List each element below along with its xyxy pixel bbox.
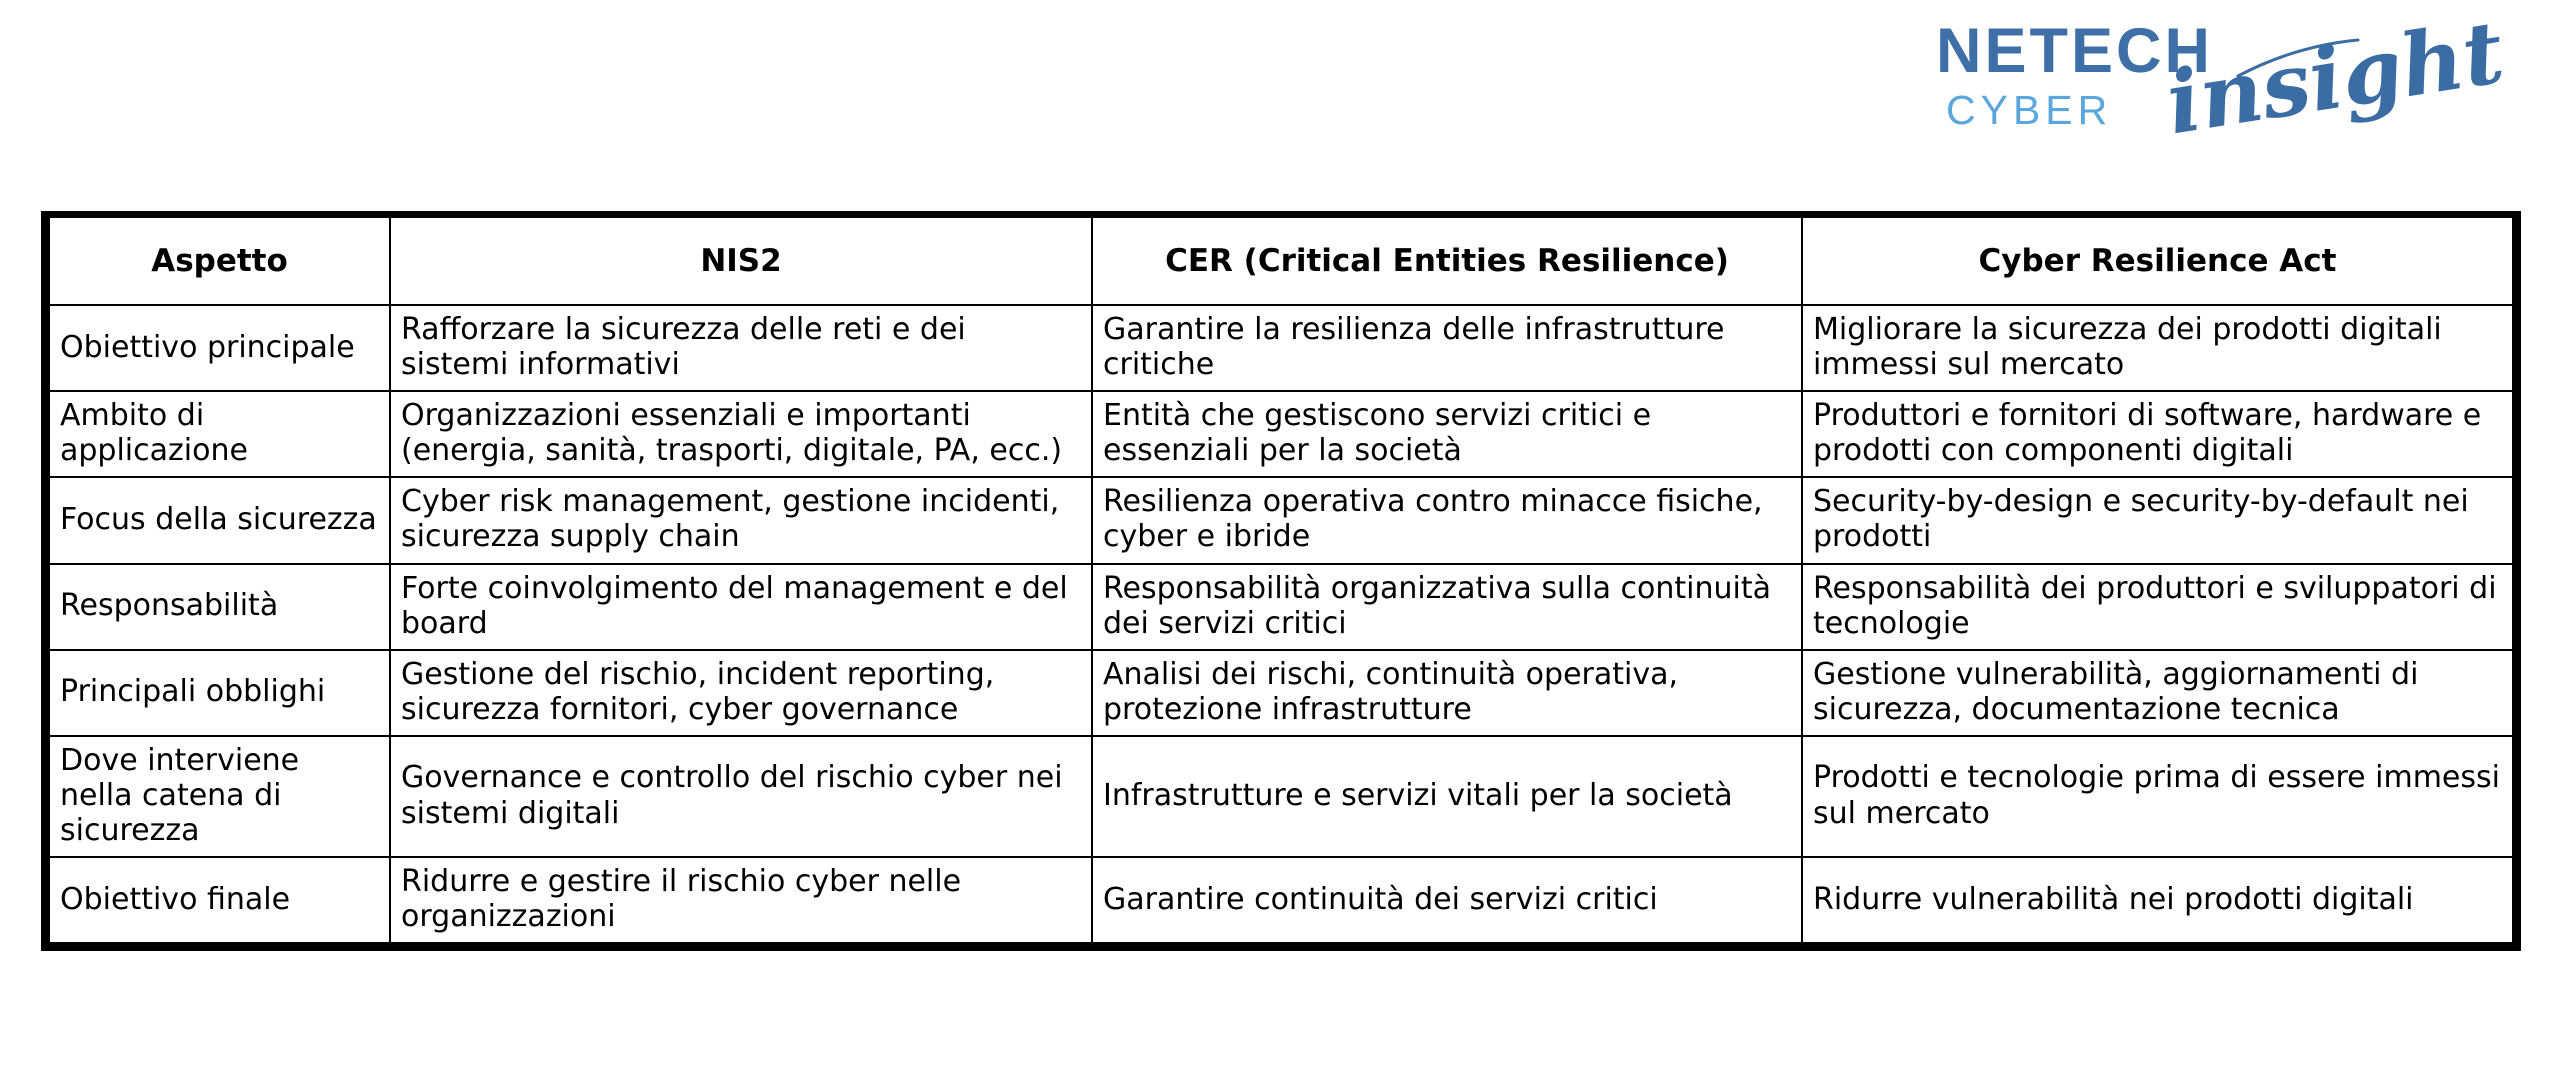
cell-cra: Security-by-design e security-by-default nei prodotti (1802, 477, 2514, 563)
logo-cyber-wordmark: CYBER (1946, 87, 2113, 133)
table-body (48, 305, 2514, 944)
comparison-table-container (46, 216, 2512, 946)
cell-nis2: Forte coinvolgimento del management e del board (390, 564, 1092, 650)
cell-cer: Infrastrutture e servizi vitali per la società (1092, 736, 1802, 857)
cell-cra: Prodotti e tecnologie prima di essere immessi sul mercato (1802, 736, 2514, 857)
table-row (48, 650, 2514, 736)
cell-cer: Entità che gestiscono servizi critici e essenziali per la società (1092, 391, 1802, 477)
netech-cyber-insight-logo (1936, 1, 2511, 164)
column-header-aspetto: Aspetto (48, 217, 390, 305)
regulations-comparison-table (46, 216, 2516, 946)
cell-nis2: Governance e controllo del rischio cyber nei sistemi digitali (390, 736, 1092, 857)
table-row (48, 391, 2514, 477)
cell-cra: Gestione vulnerabilità, aggiornamenti di sicurezza, documentazione tecnica (1802, 650, 2514, 736)
cell-nis2: Gestione del rischio, incident reporting, sicurezza fornitori, cyber governance (390, 650, 1092, 736)
column-header-nis2: NIS2 (390, 217, 1092, 305)
logo-netech-wordmark: NETECH (1936, 16, 2214, 86)
table-row (48, 564, 2514, 650)
row-label-cell: Principali obblighi (48, 650, 390, 736)
row-label-cell: Focus della sicurezza (48, 477, 390, 563)
table-row (48, 305, 2514, 391)
cell-nis2: Rafforzare la sicurezza delle reti e dei sistemi informativi (390, 305, 1092, 391)
cell-cer: Garantire la resilienza delle infrastrutture critiche (1092, 305, 1802, 391)
row-label-cell: Obiettivo finale (48, 857, 390, 944)
table-row (48, 477, 2514, 563)
cell-cer: Responsabilità organizzativa sulla continuità dei servizi critici (1092, 564, 1802, 650)
row-label-cell: Ambito di applicazione (48, 391, 390, 477)
cell-nis2: Organizzazioni essenziali e importanti (energia, sanità, trasporti, digitale, PA, ecc.) (390, 391, 1092, 477)
row-label-cell: Dove interviene nella catena di sicurezza (48, 736, 390, 857)
cell-nis2: Ridurre e gestire il rischio cyber nelle organizzazioni (390, 857, 1092, 944)
table-row (48, 736, 2514, 857)
table-row (48, 857, 2514, 944)
cell-cra: Ridurre vulnerabilità nei prodotti digitali (1802, 857, 2514, 944)
cell-cra: Migliorare la sicurezza dei prodotti digitali immessi sul mercato (1802, 305, 2514, 391)
cell-cer: Resilienza operativa contro minacce fisiche, cyber e ibride (1092, 477, 1802, 563)
cell-cra: Responsabilità dei produttori e sviluppatori di tecnologie (1802, 564, 2514, 650)
row-label-cell: Responsabilità (48, 564, 390, 650)
table-header (48, 217, 2514, 305)
logo-insight-script: insight (2160, 1, 2511, 155)
column-header-cer: CER (Critical Entities Resilience) (1092, 217, 1802, 305)
cell-nis2: Cyber risk management, gestione incidenti, sicurezza supply chain (390, 477, 1092, 563)
cell-cer: Garantire continuità dei servizi critici (1092, 857, 1802, 944)
cell-cra: Produttori e fornitori di software, hardware e prodotti con componenti digitali (1802, 391, 2514, 477)
row-label-cell: Obiettivo principale (48, 305, 390, 391)
cell-cer: Analisi dei rischi, continuità operativa, protezione infrastrutture (1092, 650, 1802, 736)
column-header-cra: Cyber Resilience Act (1802, 217, 2514, 305)
table-header-row (48, 217, 2514, 305)
